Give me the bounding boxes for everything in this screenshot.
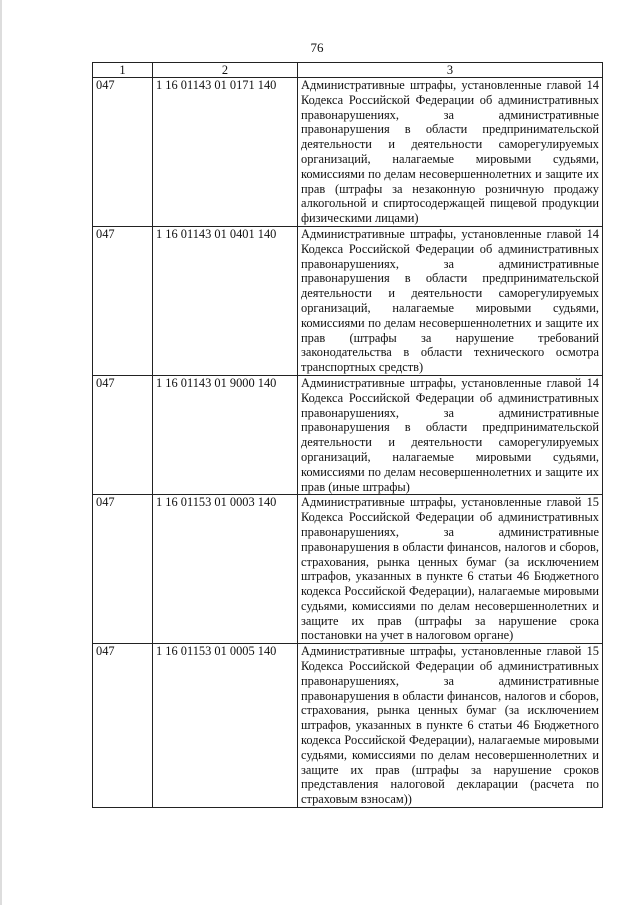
admin-code-cell: 047 bbox=[93, 375, 153, 494]
kbk-code-cell: 1 16 01153 01 0005 140 bbox=[153, 644, 298, 808]
budget-codes-table bbox=[92, 62, 603, 808]
table-row bbox=[93, 78, 603, 227]
kbk-code-cell: 1 16 01143 01 0171 140 bbox=[153, 78, 298, 227]
scan-edge bbox=[0, 0, 2, 905]
column-header-3: 3 bbox=[298, 63, 603, 78]
column-header-1: 1 bbox=[93, 63, 153, 78]
kbk-code-cell: 1 16 01153 01 0003 140 bbox=[153, 495, 298, 644]
table-row bbox=[93, 495, 603, 644]
column-header-2: 2 bbox=[153, 63, 298, 78]
description-cell: Административные штрафы, установленные главой 14 Кодекса Российской Федерации об административных правонарушениях, за административные правонарушения в области предпринимательской деятельности и деятельности саморегулируемых организаций, налагаемые мировыми судьями, комиссиями по делам несовершеннолетних и защите их прав (штрафы за нарушение требований законодательства в области технического осмотра транспортных средств) bbox=[298, 226, 603, 375]
admin-code-cell: 047 bbox=[93, 226, 153, 375]
admin-code-cell: 047 bbox=[93, 495, 153, 644]
table-row bbox=[93, 226, 603, 375]
kbk-code-cell: 1 16 01143 01 9000 140 bbox=[153, 375, 298, 494]
description-cell: Административные штрафы, установленные главой 15 Кодекса Российской Федерации об административных правонарушениях, за административные правонарушения в области финансов, налогов и сборов, страхования, рынка ценных бумаг (за исключением штрафов, указанных в пункте 6 статьи 46 Бюджетного кодекса Российской Федерации), налагаемые мировыми судьями, комиссиями по делам несовершеннолетних и защите их прав (штрафы за нарушение срока постановки на учет в налоговом органе) bbox=[298, 495, 603, 644]
description-cell: Административные штрафы, установленные главой 14 Кодекса Российской Федерации об административных правонарушениях, за административные правонарушения в области предпринимательской деятельности и деятельности саморегулируемых организаций, налагаемые мировыми судьями, комиссиями по делам несовершеннолетних и защите их прав (иные штрафы) bbox=[298, 375, 603, 494]
page-number: 76 bbox=[310, 40, 324, 55]
kbk-code-cell: 1 16 01143 01 0401 140 bbox=[153, 226, 298, 375]
description-cell: Административные штрафы, установленные главой 14 Кодекса Российской Федерации об административных правонарушениях, за административные правонарушения в области предпринимательской деятельности и деятельности саморегулируемых организаций, налагаемые мировыми судьями, комиссиями по делам несовершеннолетних и защите их прав (штрафы за незаконную розничную продажу алкогольной и спиртосодержащей пищевой продукции физическими лицами) bbox=[298, 78, 603, 227]
table-row bbox=[93, 375, 603, 494]
admin-code-cell: 047 bbox=[93, 78, 153, 227]
table-header-row bbox=[93, 63, 603, 78]
description-cell: Административные штрафы, установленные главой 15 Кодекса Российской Федерации об административных правонарушениях, за административные правонарушения в области финансов, налогов и сборов, страхования, рынка ценных бумаг (за исключением штрафов, указанных в пункте 6 статьи 46 Бюджетного кодекса Российской Федерации), налагаемые мировыми судьями, комиссиями по делам несовершеннолетних и защите их прав (штрафы за нарушение сроков представления налоговой декларации (расчета по страховым взносам)) bbox=[298, 644, 603, 808]
table-row bbox=[93, 644, 603, 808]
admin-code-cell: 047 bbox=[93, 644, 153, 808]
